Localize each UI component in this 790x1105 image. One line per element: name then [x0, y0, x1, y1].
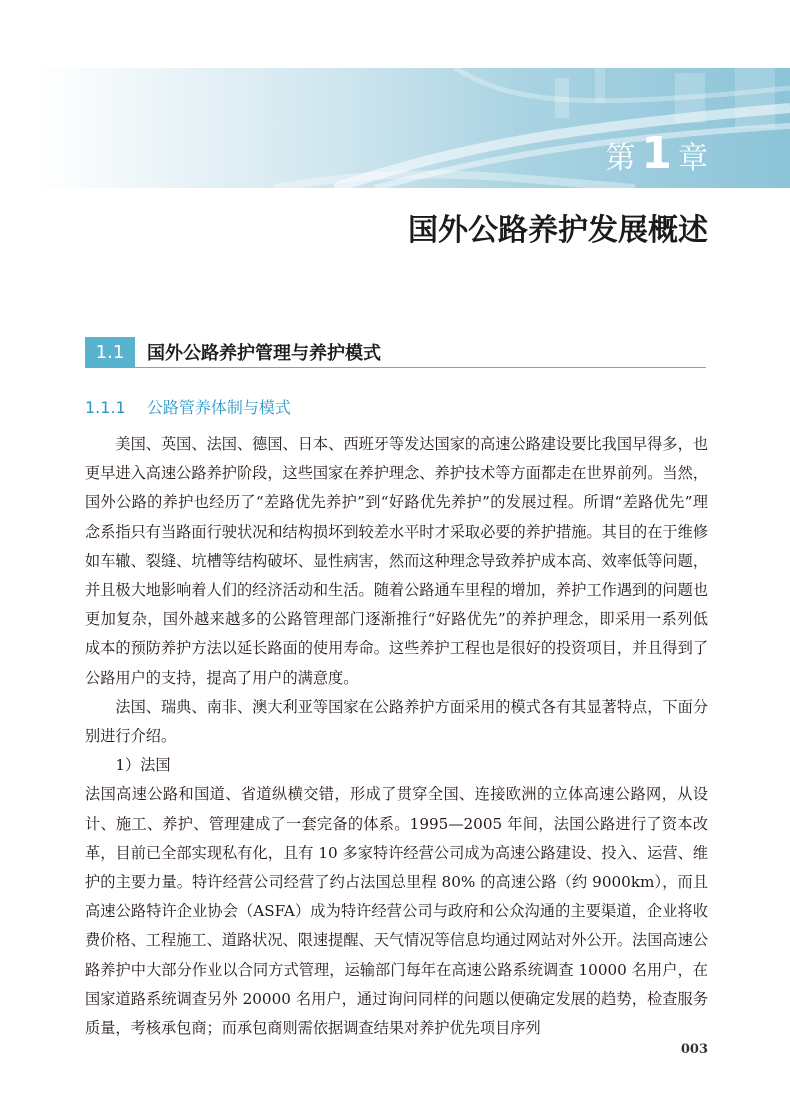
paragraph: 美国、英国、法国、德国、日本、西班牙等发达国家的高速公路建设要比我国早得多，也更早进入高速公路养护阶段，这些国家在养护理念、养护技术等方面都走在世界前列。当然，国外公路的养护也经历了“差路优先养护”到“好路优先养护”的发展过程。所谓“差路优先”理念系指只有当路面行驶状况和结构损坏到较差水平时才采取必要的养护措施。其目的在于维修如车辙、裂缝、坑槽等结构破坏、显性病害，然而这种理念导致养护成本高、效率低等问题，并且极大地影响着人们的经济活动和生活。随着公路通车里程的增加，养护工作遇到的问题也更加复杂，国外越来越多的公路管理部门逐渐推行“好路优先”的养护理念，即采用一系列低成本的预防养护方法以延长路面的使用寿命。这些养护工程也是很好的投资项目，并且得到了公路用户的支持，提高了用户的满意度。: [85, 435, 708, 687]
section-heading: [85, 337, 706, 368]
chapter-suffix: 章: [678, 141, 710, 176]
paragraph: 法国、瑞典、南非、澳大利亚等国家在公路养护方面采用的模式各有其显著特点，下面分别进行介绍。: [85, 697, 708, 746]
chapter-prefix: 第: [605, 141, 638, 176]
section-number-badge: 1.1: [85, 337, 135, 367]
section-title: 国外公路养护管理与养护模式: [147, 343, 381, 364]
chapter-number: [605, 128, 710, 179]
chapter-number-value: 1: [641, 128, 674, 179]
subsection-number: 1.1.1: [85, 398, 126, 417]
paragraph: 1）法国: [115, 756, 171, 775]
body-text: [85, 430, 708, 1043]
subsection-heading: [85, 395, 291, 418]
page-number: 003: [680, 1042, 708, 1057]
paragraph: 法国高速公路和国道、省道纵横交错，形成了贯穿全国、连接欧洲的立体高速公路网，从设计、施工、养护、管理建成了一套完备的体系。1995—2005 年间，法国公路进行了资本改革，目前已全部实现私有化，且有 10 多家特许经营公司成为高速公路建设、投入、运营、维护的主要力量。特许经营公司经营了约占法国总里程 80% 的高速公路（约 9000km），而且高速公路特许企业协会（ASFA）成为特许经营公司与政府和公众沟通的主要渠道，企业将收费价格、工程施工、道路状况、限速提醒、天气情况等信息均通过网站对外公开。法国高速公路养护中大部分作业以合同方式管理，运输部门每年在高速公路系统调查 10000 名用户，在国家道路系统调查另外 20000 名用户，通过询问同样的问题以便确定发展的趋势，检查服务质量，考核承包商；而承包商则需依据调查结果对养护优先项目序列: [85, 785, 708, 1038]
subsection-title: 公路管养体制与模式: [146, 398, 291, 417]
chapter-title: 国外公路养护发展概述: [408, 213, 708, 248]
